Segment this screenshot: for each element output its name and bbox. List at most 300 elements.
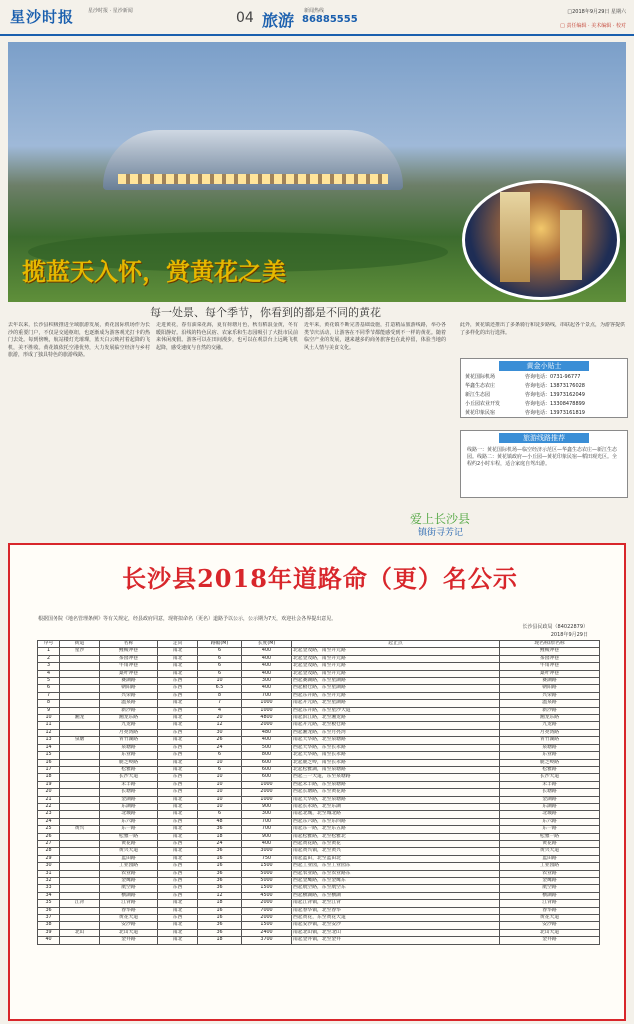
- table-cell: 北山大道: [500, 929, 600, 936]
- table-cell: 3: [38, 663, 60, 670]
- table-cell: [60, 833, 100, 840]
- table-cell: [60, 870, 100, 877]
- table-cell: 南北: [158, 929, 198, 936]
- hotline-label: 新闻热线: [304, 8, 325, 14]
- table-cell: 航空路: [100, 885, 158, 892]
- table-cell: 8: [198, 692, 242, 699]
- table-cell: [60, 766, 100, 773]
- contact-place: 华鑫生态农庄: [465, 383, 496, 389]
- table-cell: 江背: [60, 900, 100, 907]
- table-cell: 赛湖路: [100, 678, 158, 685]
- table-cell: 25: [38, 826, 60, 833]
- table-cell: 东西: [158, 885, 198, 892]
- table-cell: 南北: [158, 811, 198, 818]
- table-row: [38, 648, 600, 655]
- table-cell: 2400: [242, 929, 292, 936]
- table-cell: 朝阳路: [100, 685, 158, 692]
- table-row: [38, 789, 600, 796]
- table-row: [38, 892, 600, 899]
- table-cell: 西起禾丰路，东至泉塘路: [292, 781, 500, 788]
- table-cell: 长塘路: [500, 789, 600, 796]
- table-cell: 北起鹿芝岭，南至长永路: [292, 759, 500, 766]
- road-naming-notice: [8, 543, 626, 1021]
- table-cell: 2000: [242, 915, 292, 922]
- table-cell: 南北: [158, 715, 198, 722]
- table-cell: 南起天华路，北至泉塘路: [292, 796, 500, 803]
- table-row: [38, 744, 600, 751]
- table-cell: 6: [198, 648, 242, 655]
- table-cell: 1500: [242, 863, 292, 870]
- table-cell: 4500: [242, 892, 292, 899]
- table-cell: 400: [242, 648, 292, 655]
- table-cell: 24: [198, 840, 242, 847]
- table-row: [38, 937, 600, 944]
- table-cell: 南北: [158, 848, 198, 855]
- table-cell: 300: [242, 811, 292, 818]
- table-cell: 东西: [158, 892, 198, 899]
- table-cell: 16: [198, 855, 242, 862]
- table-cell: 温泉路: [100, 700, 158, 707]
- table-cell: 鲤鲮冲巷: [500, 648, 600, 655]
- table-cell: [60, 670, 100, 677]
- table-cell: [60, 937, 100, 944]
- page-header: [0, 0, 634, 36]
- table-cell: 6: [198, 655, 242, 662]
- contact-phone: 咨询电话：13973161819: [525, 410, 585, 416]
- table-cell: 南北: [158, 796, 198, 803]
- table-cell: 19: [38, 781, 60, 788]
- table-cell: 桑叶冲巷: [500, 670, 600, 677]
- table-cell: [60, 685, 100, 692]
- table-row: [38, 818, 600, 825]
- table-cell: 横湖路: [100, 892, 158, 899]
- table-cell: 泉塘路: [500, 744, 600, 751]
- table-cell: 4800: [242, 715, 292, 722]
- table-cell: 金鹰路: [500, 878, 600, 885]
- table-row: [38, 692, 600, 699]
- table-cell: 300: [242, 678, 292, 685]
- table-cell: 18: [198, 937, 242, 944]
- column-header: 序号: [38, 641, 60, 648]
- table-cell: 湘龙东路: [500, 715, 600, 722]
- table-cell: 月亮湾路: [100, 729, 158, 736]
- table-cell: 35: [38, 900, 60, 907]
- table-cell: 28: [38, 848, 60, 855]
- table-cell: 东湖路: [100, 803, 158, 810]
- table-cell: 长沙大道: [100, 774, 158, 781]
- table-cell: 30: [38, 863, 60, 870]
- route-text: 线路一：黄花国际机场—临空经济示范区—华鑫生态农庄—新江生态园。线路二：黄花镇政府—小丘园—黄花印象民宿—稻田观光区。全程约2小时车程，适合家庭自驾出游。: [467, 447, 618, 467]
- table-cell: 北起金茂路，南至开元路: [292, 648, 500, 655]
- table-cell: 22: [38, 803, 60, 810]
- table-cell: 松雅一路: [500, 833, 600, 840]
- table-row: [38, 781, 600, 788]
- table-cell: 26: [198, 737, 242, 744]
- table-cell: 西起三一大道，东至泉塘路: [292, 774, 500, 781]
- table-cell: 20: [198, 715, 242, 722]
- table-cell: 20: [38, 789, 60, 796]
- table-cell: 九龙路: [500, 722, 600, 729]
- table-cell: 金湖路: [100, 796, 158, 803]
- table-cell: 2000: [242, 900, 292, 907]
- table-cell: 茶园冲巷: [500, 655, 600, 662]
- table-row: [38, 707, 600, 714]
- brand-subtitle: 星沙时报 · 星沙新闻: [88, 8, 133, 14]
- table-cell: 18: [198, 833, 242, 840]
- table-row: [38, 840, 600, 847]
- table-row: [38, 752, 600, 759]
- table-cell: 新沙路: [100, 707, 158, 714]
- table-cell: 南起天华路，北至泉塘路: [292, 737, 500, 744]
- hotel-tower: [500, 192, 530, 282]
- table-cell: [60, 863, 100, 870]
- table-row: [38, 685, 600, 692]
- table-cell: [60, 729, 100, 736]
- table-cell: 700: [242, 826, 292, 833]
- table-cell: 40: [38, 937, 60, 944]
- table-cell: 新沙路: [500, 707, 600, 714]
- table-cell: 3000: [242, 848, 292, 855]
- road-table: [37, 640, 600, 945]
- table-cell: 星沙: [60, 648, 100, 655]
- table-cell: 泉塘: [60, 737, 100, 744]
- table-cell: 南北: [158, 722, 198, 729]
- table-cell: 36: [198, 885, 242, 892]
- table-cell: 赛湖路: [500, 678, 600, 685]
- table-cell: 38: [38, 922, 60, 929]
- table-cell: 南起松雅路，北至松雅北: [292, 833, 500, 840]
- table-cell: 6: [38, 685, 60, 692]
- table-cell: 400: [242, 685, 292, 692]
- table-cell: 48: [198, 818, 242, 825]
- table-cell: 工业园路: [500, 863, 600, 870]
- table-cell: 13: [38, 737, 60, 744]
- table-cell: 36: [198, 922, 242, 929]
- table-cell: 东西: [158, 774, 198, 781]
- table-cell: 36: [38, 907, 60, 914]
- table-cell: [60, 848, 100, 855]
- table-cell: 东西: [158, 789, 198, 796]
- table-cell: 东西: [158, 840, 198, 847]
- table-cell: 3700: [242, 937, 292, 944]
- article-column-1: 去年以来，长沙县积极推进全域旅游发展，黄花国际机场作为长沙的重要门户，不仅是交通枢纽，也逐渐成为游客观光打卡的热门去处。每到傍晚，航站楼灯光璀璨，蓝天白云映衬着起降的飞机，美不胜收。黄花镇依托空港优势，大力发展临空经济与乡村旅游，形成了独具特色的旅游线路。: [8, 322, 150, 359]
- table-cell: [60, 796, 100, 803]
- table-cell: 南北: [158, 855, 198, 862]
- table-row: [38, 670, 600, 677]
- table-cell: 南起长永路，北至东湖: [292, 803, 500, 810]
- table-cell: 7: [198, 700, 242, 707]
- table-cell: 兴荣路: [100, 692, 158, 699]
- tips-contact-row: [461, 373, 627, 382]
- table-cell: 400: [242, 737, 292, 744]
- table-cell: 10: [38, 715, 60, 722]
- table-cell: 750: [242, 855, 292, 862]
- table-cell: 南北: [158, 655, 198, 662]
- table-cell: 700: [242, 692, 292, 699]
- table-cell: 安沙路: [100, 922, 158, 929]
- table-cell: 14: [38, 744, 60, 751]
- table-cell: 东西: [158, 729, 198, 736]
- table-cell: 900: [242, 803, 292, 810]
- table-row: [38, 729, 600, 736]
- table-cell: 黄兴大道: [100, 848, 158, 855]
- table-cell: [60, 663, 100, 670]
- table-cell: 北起松雅湖，南至泉塘路: [292, 766, 500, 773]
- table-cell: 鲤鲮冲巷: [100, 648, 158, 655]
- table-cell: 30: [198, 729, 242, 736]
- table-cell: 南起春华镇，北至春华: [292, 907, 500, 914]
- table-cell: [60, 907, 100, 914]
- table-cell: 27: [38, 840, 60, 847]
- table-cell: 1000: [242, 796, 292, 803]
- table-cell: 12: [38, 729, 60, 736]
- table-cell: [60, 759, 100, 766]
- table-cell: 700: [242, 818, 292, 825]
- table-cell: 桑叶冲巷: [100, 670, 158, 677]
- table-cell: 4: [38, 670, 60, 677]
- table-cell: 5000: [242, 870, 292, 877]
- table-cell: 东西: [158, 818, 198, 825]
- column-logo-sub: 镇街寻芳记: [418, 528, 464, 538]
- table-cell: 10: [198, 774, 242, 781]
- table-cell: 1500: [242, 922, 292, 929]
- table-cell: 黄兴: [60, 826, 100, 833]
- table-cell: 湘龙东路: [100, 715, 158, 722]
- table-cell: 北城路: [100, 811, 158, 818]
- feature-subtitle: 每一处景、每个季节，你看到的都是不同的黄花: [150, 306, 381, 319]
- route-box: [460, 430, 628, 498]
- table-cell: 东西: [158, 915, 198, 922]
- table-cell: 南北: [158, 833, 198, 840]
- table-cell: 400: [242, 670, 292, 677]
- article-body: [8, 322, 452, 558]
- table-cell: 松雅路: [500, 766, 600, 773]
- table-row: [38, 774, 600, 781]
- night-tower-photo: [462, 180, 620, 300]
- table-row: [38, 678, 600, 685]
- table-cell: 黄花大道: [100, 915, 158, 922]
- table-cell: 牛角冲巷: [100, 663, 158, 670]
- table-row: [38, 803, 600, 810]
- table-cell: 东西: [158, 692, 198, 699]
- table-row: [38, 922, 600, 929]
- table-cell: [60, 744, 100, 751]
- table-row: [38, 700, 600, 707]
- table-cell: 1000: [242, 781, 292, 788]
- table-row: [38, 811, 600, 818]
- table-row: [38, 878, 600, 885]
- table-cell: [60, 781, 100, 788]
- table-cell: 36: [198, 870, 242, 877]
- contact-phone: 咨询电话：13308478899: [525, 401, 585, 407]
- table-cell: 1000: [242, 700, 292, 707]
- table-cell: 东一路: [100, 826, 158, 833]
- table-cell: 7: [38, 692, 60, 699]
- table-cell: 黄花大道: [500, 915, 600, 922]
- table-cell: 鹿芝岭路: [500, 759, 600, 766]
- table-cell: 24: [198, 744, 242, 751]
- table-cell: 36: [198, 929, 242, 936]
- table-cell: 600: [242, 774, 292, 781]
- table-cell: 南北: [158, 670, 198, 677]
- table-cell: 32: [38, 878, 60, 885]
- table-cell: 长塘路: [100, 789, 158, 796]
- table-cell: 5000: [242, 878, 292, 885]
- table-cell: 西起长塘路，东至黄花路: [292, 789, 500, 796]
- table-cell: 南北: [158, 826, 198, 833]
- table-row: [38, 759, 600, 766]
- table-cell: 12: [198, 892, 242, 899]
- notice-org: 长沙县民政局（84022879）: [522, 624, 588, 630]
- table-cell: 西起农业路，东至农业路东: [292, 870, 500, 877]
- table-row: [38, 715, 600, 722]
- table-cell: 青竹湖路: [100, 737, 158, 744]
- table-cell: 禾丰路: [500, 781, 600, 788]
- table-cell: 东西: [158, 781, 198, 788]
- table-cell: 36: [198, 878, 242, 885]
- table-cell: 南北: [158, 937, 198, 944]
- table-cell: 黄兴大道: [500, 848, 600, 855]
- table-cell: 南起开元路，北至星湖路: [292, 700, 500, 707]
- table-cell: 23: [38, 811, 60, 818]
- table-cell: 南起黄兴镇，北至黄兴: [292, 848, 500, 855]
- table-cell: 6: [198, 663, 242, 670]
- tips-contact-box: [460, 358, 628, 418]
- table-cell: 工业园路: [100, 863, 158, 870]
- table-cell: 东湖路: [500, 803, 600, 810]
- hotline-number: 86885555: [302, 14, 358, 25]
- table-cell: 蓝田路: [500, 855, 600, 862]
- table-row: [38, 833, 600, 840]
- table-row: [38, 907, 600, 914]
- table-cell: 东西: [158, 863, 198, 870]
- table-row: [38, 663, 600, 670]
- table-cell: 10: [198, 796, 242, 803]
- table-cell: 9: [38, 707, 60, 714]
- table-cell: 东西: [158, 870, 198, 877]
- table-cell: 南北: [158, 663, 198, 670]
- table-cell: 2: [38, 655, 60, 662]
- table-cell: 西起天华路，东至长永路: [292, 744, 500, 751]
- tips-contact-row: [461, 409, 627, 418]
- table-cell: 南起北城，北至城北路: [292, 811, 500, 818]
- table-cell: 东西: [158, 744, 198, 751]
- table-cell: [60, 774, 100, 781]
- table-row: [38, 870, 600, 877]
- table-cell: 江背路: [100, 900, 158, 907]
- contact-place: 小丘园农业开发: [465, 401, 501, 407]
- table-cell: 南起安沙镇，北至安沙: [292, 922, 500, 929]
- table-cell: [60, 840, 100, 847]
- table-cell: 北城路: [500, 811, 600, 818]
- table-cell: 4: [198, 707, 242, 714]
- table-cell: [60, 855, 100, 862]
- table-cell: 6: [198, 670, 242, 677]
- tips-contact-row: [461, 382, 627, 391]
- table-cell: 西起东升路，东至星沙大道: [292, 707, 500, 714]
- table-cell: 10: [198, 781, 242, 788]
- table-cell: 航空路: [500, 885, 600, 892]
- table-row: [38, 655, 600, 662]
- table-cell: 南起江背镇，北至江背: [292, 900, 500, 907]
- table-cell: 朝阳路: [500, 685, 600, 692]
- table-cell: 18: [38, 774, 60, 781]
- notice-title: 长沙县2018年道路命（更）名公示: [122, 564, 518, 593]
- table-cell: [60, 655, 100, 662]
- table-cell: 26: [38, 833, 60, 840]
- table-cell: 1500: [242, 885, 292, 892]
- table-cell: 南起金井镇，北至金井: [292, 937, 500, 944]
- table-cell: 31: [38, 870, 60, 877]
- table-cell: 600: [242, 759, 292, 766]
- table-cell: 南起滨江路，北至湘龙路: [292, 715, 500, 722]
- table-row: [38, 885, 600, 892]
- table-cell: 金井路: [100, 937, 158, 944]
- table-cell: 东六路: [500, 818, 600, 825]
- table-cell: 1: [38, 648, 60, 655]
- table-cell: 10: [198, 789, 242, 796]
- table-cell: 12: [198, 722, 242, 729]
- table-row: [38, 915, 600, 922]
- table-cell: 16: [198, 915, 242, 922]
- table-cell: 湘龙: [60, 715, 100, 722]
- table-row: [38, 796, 600, 803]
- table-cell: 6: [198, 766, 242, 773]
- table-cell: 6: [198, 752, 242, 759]
- table-cell: 西起板仓路，东至星湖路: [292, 685, 500, 692]
- table-row: [38, 900, 600, 907]
- table-cell: 西起航空路，东至航空东: [292, 885, 500, 892]
- table-cell: 西起东升路，东至开元路: [292, 692, 500, 699]
- table-cell: 21: [38, 796, 60, 803]
- table-cell: 24: [38, 818, 60, 825]
- route-title: 旅游线路推荐: [499, 433, 589, 443]
- table-cell: 西起工业园，东至工业园东: [292, 863, 500, 870]
- table-cell: [60, 878, 100, 885]
- table-cell: 16: [38, 759, 60, 766]
- table-cell: 南北: [158, 922, 198, 929]
- table-cell: 青竹湖路: [500, 737, 600, 744]
- table-cell: 17: [38, 766, 60, 773]
- table-cell: 16: [198, 863, 242, 870]
- table-row: [38, 737, 600, 744]
- table-cell: 月亮湾路: [500, 729, 600, 736]
- table-row: [38, 848, 600, 855]
- table-cell: 8: [38, 700, 60, 707]
- table-cell: 500: [242, 744, 292, 751]
- table-cell: 18: [198, 900, 242, 907]
- table-cell: 6: [198, 811, 242, 818]
- table-cell: 33: [38, 885, 60, 892]
- table-cell: [60, 789, 100, 796]
- contact-phone: 咨询电话：13973162049: [525, 392, 585, 398]
- column-logo: 爱上长沙县: [410, 512, 471, 526]
- table-cell: 16: [198, 907, 242, 914]
- table-row: [38, 863, 600, 870]
- table-cell: 牛角冲巷: [500, 663, 600, 670]
- table-row: [38, 826, 600, 833]
- table-cell: 480: [242, 729, 292, 736]
- table-cell: 茶园冲巷: [100, 655, 158, 662]
- table-cell: 长沙大道: [500, 774, 600, 781]
- table-cell: 15: [38, 752, 60, 759]
- table-cell: 南起北山镇，北至北山: [292, 929, 500, 936]
- table-cell: 江背路: [500, 900, 600, 907]
- table-cell: 10: [198, 759, 242, 766]
- tips-contact-title: 黄金小贴士: [499, 361, 589, 371]
- table-cell: 37: [38, 915, 60, 922]
- table-row: [38, 766, 600, 773]
